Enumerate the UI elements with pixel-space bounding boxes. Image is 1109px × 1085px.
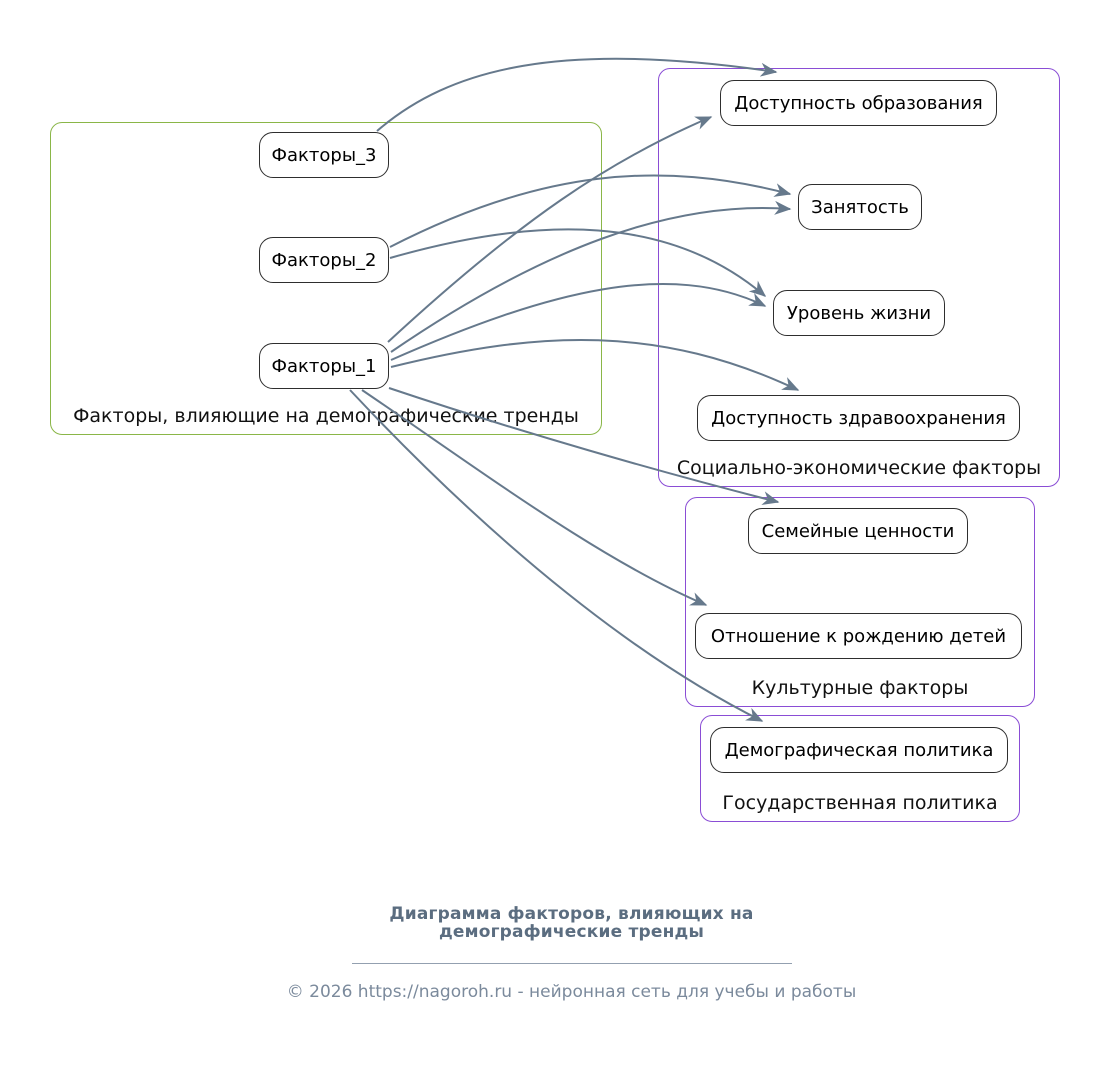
- footer-title-line2: демографические тренды: [438, 922, 705, 942]
- cluster-policy-label: Государственная политика: [722, 792, 998, 814]
- footer-divider: [352, 963, 792, 964]
- node-employment: Занятость: [798, 184, 922, 230]
- footer: [17, 905, 1109, 1002]
- node-healthcare-access: Доступность здравоохранения: [697, 395, 1020, 441]
- node-family-values: Семейные ценности: [748, 508, 968, 554]
- cluster-socio-economic-label: Социально-экономические факторы: [676, 457, 1042, 479]
- cluster-cultural-label: Культурные факторы: [751, 677, 969, 699]
- cluster-factors-label: Факторы, влияющие на демографические тренды: [73, 405, 579, 427]
- node-attitude-to-birth: Отношение к рождению детей: [695, 613, 1022, 659]
- node-education-access: Доступность образования: [720, 80, 997, 126]
- node-factors-2: Факторы_2: [259, 237, 389, 283]
- node-factors-1: Факторы_1: [259, 343, 389, 389]
- node-demographic-policy: Демографическая политика: [710, 727, 1008, 773]
- node-living-standard: Уровень жизни: [773, 290, 945, 336]
- footer-title-line1: Диаграмма факторов, влияющих на: [389, 904, 754, 924]
- footer-copyright: © 2026 https://nagoroh.ru - нейронная сеть для учебы и работы: [286, 982, 857, 1002]
- node-factors-3: Факторы_3: [259, 132, 389, 178]
- footer-title: [17, 905, 1109, 941]
